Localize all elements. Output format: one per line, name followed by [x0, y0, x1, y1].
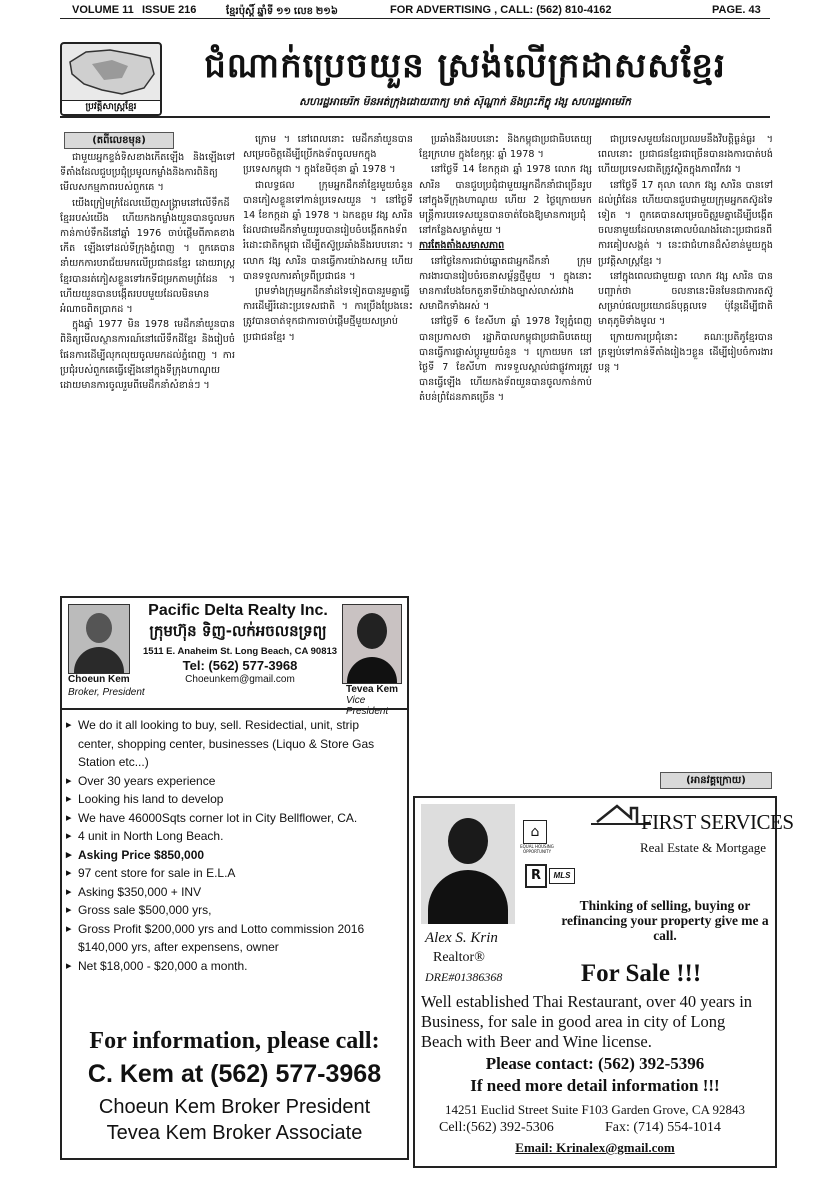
section-heading: ការតែងតាំងសមាសភាព — [419, 240, 505, 252]
listing-bullets — [66, 716, 391, 975]
khmer-issue-label: ខ្មែរប៉ុស្តិ៍ ឆ្នាំទី ១១ លេខ ២១៦ — [226, 6, 338, 17]
agent-dre: DRE#01386368 — [425, 970, 503, 984]
top-header-line — [0, 0, 823, 20]
company-tel: Tel: (562) 577-3968 — [182, 658, 298, 673]
advertising-label: FOR ADVERTISING , CALL: (562) 810-4162 — [390, 4, 612, 16]
list-item: ▸ Asking Price $850,000 — [66, 846, 391, 865]
company-address: 1511 E. Anaheim St. Long Beach, CA 90813 — [142, 646, 338, 657]
tagline: Thinking of selling, buying or refinancing your property give me a call. — [561, 898, 769, 943]
logo-main-text: FIRST SERVICES — [641, 810, 794, 834]
paragraph: នៅថ្ងៃទី 6 ខែសីហា ឆ្នាំ 1978 វិទ្យុភ្នំពេញបានប្រកាសថា រដ្ឋាភិបាលកម្ពុជាប្រជាធិបតេយ្យ បានធ្វើការផ្លាស់ប្តូរមួយចំនួន ។ ក្រោយមក នៅថ្ងៃទី 7 ខែសីហា ការទទួលស្គាល់ជាផ្លូវការត្រូវបានធ្វើឡើង ហើយកងទ័ពយួនបានចូលកាន់កាប់តំបន់ព្រំដែនភាគច្រើន ។ — [419, 316, 592, 404]
for-sale-heading: For Sale !!! — [580, 960, 702, 987]
agent-photo-choeun — [68, 604, 130, 674]
ad-divider — [62, 708, 407, 710]
article-column-3 — [419, 132, 592, 787]
equal-housing-icon: ⌂ — [523, 820, 547, 844]
footer-line-1: Choeun Kem Broker President — [98, 1096, 371, 1118]
issue-label: ISSUE 216 — [142, 4, 197, 16]
volume-label: VOLUME 11 — [72, 4, 134, 16]
continued-tag: (តពីលេខមុន) — [64, 132, 174, 149]
choeun-name: Choeun Kem — [68, 674, 130, 685]
logo-sub-text: Real Estate & Mortgage — [640, 840, 766, 855]
tevea-role: Vice President — [346, 695, 389, 717]
list-item: ▸ Looking his land to develop — [66, 790, 391, 809]
pacific-delta-ad — [60, 596, 409, 1160]
cell-number: Cell:(562) 392-5306 — [439, 1120, 554, 1135]
agent-photo-tevea — [342, 604, 402, 684]
info-line: For information, please call: — [89, 1028, 380, 1054]
list-item: ▸ Gross Profit $200,000 yrs and Lotto commission 2016 $140,000 yrs, after expensens, owner — [66, 920, 391, 957]
list-item: ▸ We have 46000Sqts corner lot in City Bellflower, CA. — [66, 809, 391, 828]
cambodia-map-icon — [62, 44, 160, 100]
paragraph: នៅថ្ងៃនៃការជាប់ឆ្នោតជាអ្នកដឹកនាំ ក្រុមការងារបានរៀបចំរចនាសម្ព័ន្ធថ្មីមួយ ។ ក្នុងនោះមានការបែងចែកតួនាទីយ៉ាងច្បាស់លាស់រវាងសមាជិកទាំងអស់ ។ — [419, 255, 592, 313]
more-info-line: If need more detail information !!! — [470, 1076, 720, 1095]
email-address[interactable]: Email: Krinalex@gmail.com — [515, 1140, 675, 1155]
realtor-icon: R — [525, 864, 547, 888]
paragraph: ជាលទ្ធផល ក្រុមអ្នកដឹកនាំខ្មែរមួយចំនួនបានភៀសខ្លួនទៅកាន់ប្រទេសយួន ។ នៅថ្ងៃទី 14 ខែកក្កដា ឆ្នាំ 1978 ។ ឯកឧត្តម វង្ស សារិន ដែលជាមេដឹកនាំមួយរូបបានរៀបចំបង្កើតកងទ័ពរំដោះជាតិកម្ពុជា ដើម្បីតស៊ូប្រឆាំងនឹងរបបនោះ ។ លោក វង្ស សារិន បានធ្វើការយ៉ាងសកម្ម ហើយបានទទួលការគាំទ្រពីប្រជាជន ។ — [243, 179, 413, 282]
agent-name: Alex S. Krin — [425, 930, 498, 946]
masthead-logo — [60, 42, 162, 116]
paragraph: ជាប្រទេសមួយដែលប្រឈមនឹងវិបត្តិធ្ងន់ធ្ងរ ។ ពេលនោះ ប្រជាជនខ្មែរជាច្រើនបានរងការបាត់បង់ ហើយប្រទេសជាតិត្រូវស្ថិតក្នុងភាពវឹកវរ ។ — [598, 134, 773, 176]
tevea-name: Tevea Kem — [346, 684, 399, 695]
equal-housing-label: EQUAL HOUSING OPPORTUNITY — [520, 844, 554, 854]
phone-line: C. Kem at (562) 577-3968 — [87, 1060, 382, 1088]
fax-number: Fax: (714) 554-1014 — [605, 1120, 721, 1135]
contact-line: Please contact: (562) 392-5396 — [485, 1054, 705, 1073]
company-email[interactable]: Choeunkem@gmail.com — [185, 674, 295, 685]
article-column-4 — [598, 132, 773, 772]
paragraph: ក្រោយការប្រជុំនោះ គណៈប្រតិភូខ្មែរបានត្រឡប់ទៅកាន់ទីតាំងរៀងៗខ្លួន ដើម្បីរៀបចំការងារបន្ត ។ — [598, 331, 773, 374]
footer-line-2: Tevea Kem Broker Associate — [106, 1122, 363, 1144]
header-divider — [60, 18, 770, 19]
logo-caption: ប្រវត្តិសាស្ត្រខ្មែរ — [62, 100, 160, 114]
list-item: ▸ Asking $350,000 + INV — [66, 883, 391, 902]
list-item: ▸ We do it all looking to buy, sell. Residectial, unit, strip center, shopping center, businesses (Liquo & Store Gas Station etc...) — [66, 716, 391, 772]
list-item: ▸ Net $18,000 - $20,000 a month. — [66, 957, 391, 976]
company-name: Pacific Delta Realty Inc. — [148, 602, 328, 619]
agent-title: Realtor® — [433, 950, 485, 965]
agent-photo-alex — [421, 804, 515, 924]
paragraph: នៅថ្ងៃទី 14 ខែកក្កដា ឆ្នាំ 1978 លោក វង្ស សារិន បានជួបប្រជុំជាមួយអ្នកដឹកនាំជាច្រើនរូបនៅក្នុងទីក្រុងហាណូយ ហើយ 2 ថ្ងៃក្រោយមក មន្ត្រីការបរទេសយួនបានចាត់ចែងឱ្យមានការប្រជុំនៅកន្លែងសម្ងាត់មួយ ។ — [419, 164, 592, 237]
article-column-1 — [60, 150, 235, 590]
continued-next-tag: (អានវគ្គក្រោយ) — [660, 772, 772, 789]
paragraph: នៅថ្ងៃទី 17 តុលា លោក វង្ស សារិន បានទៅដល់ព្រំដែន ហើយបានជួបជាមួយក្រុមអ្នកតស៊ូដទៃទៀត ។ ពួកគេបានសម្រេចចិត្តរួមគ្នាដើម្បីបង្កើតចលនាមួយដែលមានគោលបំណងរំដោះប្រជាជនពីការគៀបសង្កត់ ។ នេះជាជំហានដ៏សំខាន់មួយក្នុងប្រវត្តិសាស្ត្រខ្មែរ ។ — [598, 179, 773, 267]
paragraph: ជាមួយអ្នកខ្ទង់ទិសខាងកើតឡើង និងឡើងទៅទីតាំងដែលជួបប្រជុំប្រមូលកម្លាំងនិងការពិនិត្យមើលសកម្មភាពរបស់ពួកគេ ។ — [60, 152, 235, 194]
paragraph: ក្នុងឆ្នាំ 1977 មិន 1978 មេដឹកនាំយួនបានពិនិត្យមើលស្ថានការណ៍នៅលើទឹកដីខ្មែរ និងរៀបចំផែនការដើម្បីលុកលុយចូលមកដល់ភ្នំពេញ ។ ការប្រជុំរបស់ពួកគេធ្វើឡើងនៅក្នុងទីក្រុងហាណូយ ដោយមានការចូលរួមពីមេដឹកនាំសំខាន់ៗ ។ — [60, 319, 235, 392]
page-number: PAGE. 43 — [712, 4, 761, 16]
first-services-ad — [413, 796, 794, 1168]
choeun-role: Broker, President — [68, 687, 145, 698]
mls-icon: MLS — [549, 868, 575, 884]
paragraph: ប្រឆាំងនឹងរបបនោះ និងកម្ពុជាប្រជាធិបតេយ្យខ្មែរក្រហម ក្នុងខែកុម្ភៈ ឆ្នាំ 1978 ។ — [419, 134, 592, 161]
list-item: ▸ 4 unit in North Long Beach. — [66, 827, 391, 846]
masthead-title: ជំណាក់ប្រេចយួន ស្រង់លើក្រដាសសខ្មែរ — [204, 46, 726, 86]
listing-description: Well established Thai Restaurant, over 40 years in Business, for sale in good area in city of Long Beach with Beer and Wine license. — [421, 992, 753, 1051]
paragraph: យើងក្រៀមក្រំដែលឃើញសង្គ្រាមនៅលើទឹកដីខ្មែររបស់យើង ហើយកងកម្លាំងយួនបានចូលមកកាន់កាប់ទឹកដីនៅឆ្នាំ 1976 ចាប់ផ្តើមពីភាគខាងកើត ឡើងទៅដល់ទីក្រុងភ្នំពេញ ។ ពួកគេបាននាំយកការបរាជ័យមកលើប្រជាជនខ្មែរ ដោយរាស្រ្តខ្មែរបានរត់ភៀសខ្លួនទៅរកទីជម្រកតាមព្រំដែន ។ ហើយយួនបានបង្កើតរបបមួយដែលមិនមានអំណាចពិតប្រាកដ ។ — [60, 197, 235, 316]
paragraph: ក្រោម ។ នៅពេលនោះ មេដឹកនាំយួនបានសម្រេចចិត្តដើម្បីប្រើកងទ័ពចូលមកក្នុងប្រទេសកម្ពុជា ។ ក្នុងខែមិថុនា ឆ្នាំ 1978 ។ — [243, 134, 413, 176]
paragraph: នៅក្នុងពេលជាមួយគ្នា លោក វង្ស សារិន បានបញ្ជាក់ថា ចលនានេះមិនមែនជាការតស៊ូសម្រាប់ផលប្រយោជន៍បុគ្គលទេ ប៉ុន្តែដើម្បីជាតិមាតុភូមិទាំងមូល ។ — [598, 270, 773, 328]
paragraph: ព្រមទាំងក្រុមអ្នកដឹកនាំដទៃទៀតបានរួមគ្នាធ្វើការដើម្បីរំដោះប្រទេសជាតិ ។ ការប្រឹងប្រែងនេះត្រូវបានចាត់ទុកជាការចាប់ផ្តើមថ្មីមួយសម្រាប់ប្រជាជនខ្មែរ ។ — [243, 286, 413, 343]
masthead-subtitle: សហរដ្ឋអាមេរិក មិនអត់ក្រុងដោយពាក្យ មាត់ ស៊ីណ្ហាក់ និងព្រះភិក្ខុ រង្ស សហរដ្ឋអាមេរិក — [299, 96, 631, 108]
list-item: ▸ 97 cent store for sale in E.L.A — [66, 864, 391, 883]
company-khmer-name: ក្រុមហ៊ុន ទិញ-លក់អចលនទ្រព្យ — [149, 622, 327, 640]
office-address: 14251 Euclid Street Suite F103 Garden Grove, CA 92843 — [444, 1102, 746, 1117]
list-item: ▸ Gross sale $500,000 yrs, — [66, 901, 391, 920]
list-item: ▸ Over 30 years experience — [66, 772, 391, 791]
masthead-rule — [60, 116, 770, 118]
article-column-2 — [243, 132, 413, 590]
